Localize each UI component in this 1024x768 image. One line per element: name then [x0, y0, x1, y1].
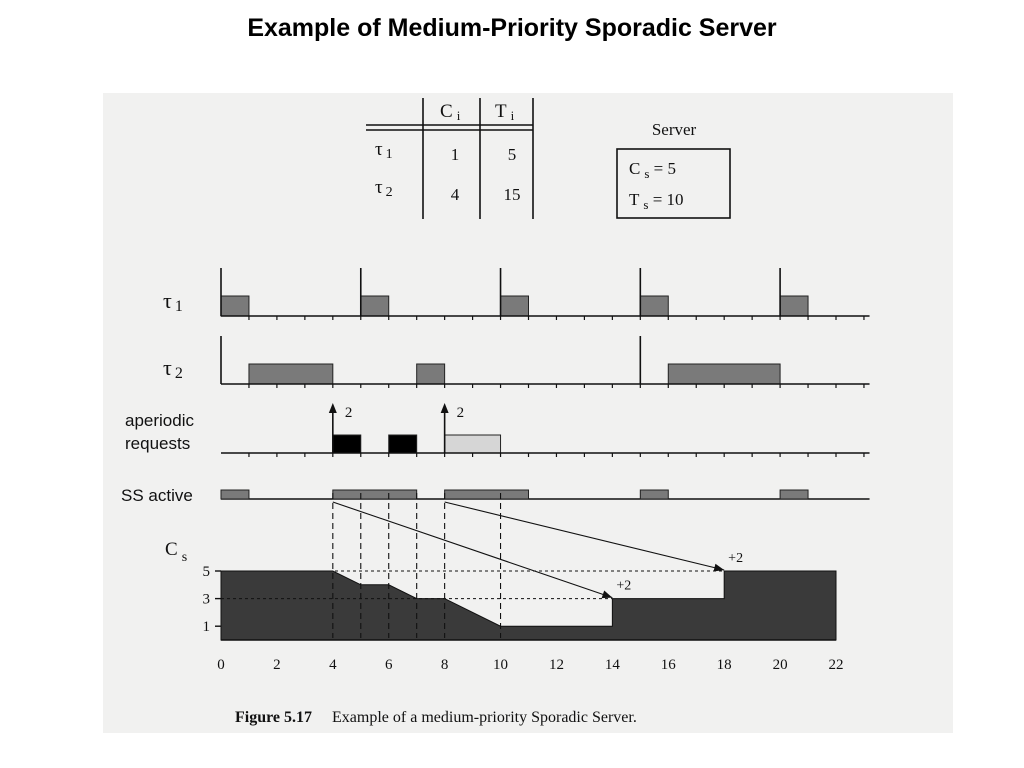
time-axis-tick-label: 18 [716, 657, 732, 673]
task-table [366, 98, 533, 219]
ss-active-block [640, 490, 668, 499]
replenishment-arrow-head [714, 564, 725, 572]
replenishment-arrow [445, 502, 725, 570]
time-axis [217, 657, 843, 673]
tau2-timeline [221, 336, 870, 388]
time-axis-tick-label: 8 [440, 657, 449, 673]
aperiodic-request-size: 2 [456, 405, 465, 421]
header-t: T i [495, 101, 515, 123]
row-tau2-c: 4 [450, 185, 460, 204]
page-title: Example of Medium-Priority Sporadic Server [247, 14, 777, 42]
server-cs: C $_s$ = 5 [629, 159, 676, 181]
tau2-row-label: τ 2 [163, 355, 183, 382]
aperiodic-arrow-head [329, 403, 337, 413]
replenishment-amount: +2 [616, 578, 632, 594]
tau1-timeline [221, 268, 870, 320]
ss-active-block [445, 490, 529, 499]
time-axis-tick-label: 12 [548, 657, 564, 673]
aperiodic-label-line1: aperiodic [125, 411, 194, 430]
row-tau1-c: 1 [450, 145, 460, 164]
aperiodic-served-block [445, 435, 501, 453]
aperiodic-arrow-head [441, 403, 449, 413]
server-title: Server [651, 120, 697, 139]
tau1-execution-block [361, 296, 389, 316]
aperiodic-timeline [221, 403, 870, 457]
tau1-row-label: τ 1 [163, 288, 183, 315]
figure-caption: Figure 5.17 Example of a medium-priority Sporadic Server. [235, 709, 637, 726]
figure-panel [103, 93, 953, 733]
aperiodic-served-block [333, 435, 361, 453]
tau2-execution-block [417, 364, 445, 384]
tau1-execution-block [640, 296, 668, 316]
ss-active-block [221, 490, 249, 499]
aperiodic-label-line2: requests [125, 434, 191, 453]
replenishment-amount: +2 [728, 551, 744, 566]
time-axis-tick-label: 2 [273, 657, 281, 673]
time-axis-tick-label: 0 [217, 657, 225, 673]
ss-active-block [780, 490, 808, 499]
ss-active-timeline [221, 490, 870, 499]
ss-active-block [333, 490, 417, 499]
tau2-execution-block [249, 364, 333, 384]
cs-axis-label: C $_s$ [165, 539, 188, 565]
replenishment-arrow [333, 502, 613, 598]
ss-active-label: SS active [121, 486, 193, 505]
cs-capacity-plot [203, 564, 837, 640]
cs-axis-tick-label: 3 [202, 591, 210, 608]
cs-capacity-area [221, 571, 836, 640]
tau1-execution-block [780, 296, 808, 316]
row-tau2-t: 15 [503, 185, 521, 204]
aperiodic-served-block [389, 435, 417, 453]
tau2-execution-block [668, 364, 780, 384]
time-axis-tick-label: 14 [604, 657, 620, 673]
tau1-execution-block [221, 296, 249, 316]
sporadic-server-figure [103, 93, 953, 733]
time-axis-tick-label: 4 [329, 657, 337, 673]
time-axis-tick-label: 16 [660, 657, 676, 673]
time-axis-tick-label: 22 [828, 657, 844, 673]
time-axis-tick-label: 6 [384, 657, 393, 673]
tau1-execution-block [501, 296, 529, 316]
row-tau2-label: τ 2 [375, 177, 393, 200]
time-axis-tick-label: 10 [493, 657, 509, 673]
row-tau1-label: τ 1 [375, 139, 393, 162]
header-c: C i [440, 101, 461, 123]
aperiodic-request-size: 2 [344, 405, 353, 421]
server-box [617, 120, 730, 218]
cs-axis-tick-label: 5 [202, 564, 210, 580]
server-ts: T $_s$ = 10 [629, 190, 684, 212]
time-axis-tick-label: 20 [772, 657, 788, 673]
replenishment-arrow-head [602, 591, 613, 599]
cs-axis-tick-label: 1 [202, 619, 210, 636]
row-tau1-t: 5 [507, 145, 517, 164]
